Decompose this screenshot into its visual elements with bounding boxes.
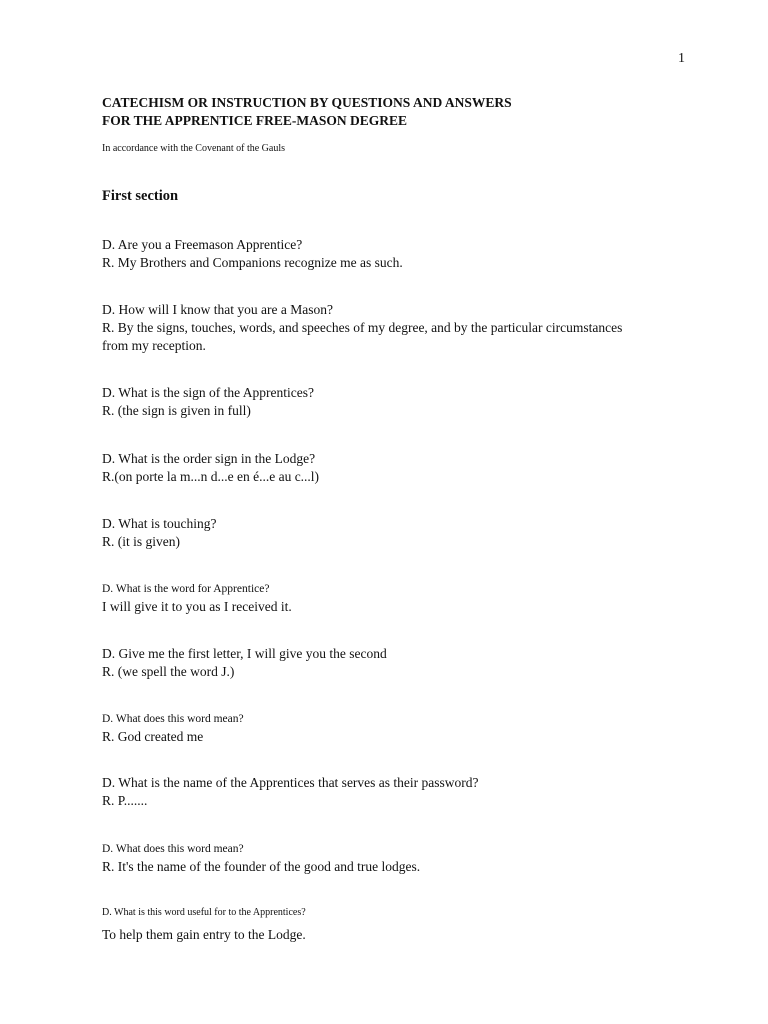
- question: D. What is the order sign in the Lodge?: [102, 451, 316, 466]
- title-line-2: FOR THE APPRENTICE FREE-MASON DEGREE: [102, 113, 408, 128]
- answer: R.(on porte la m...n d...e en é...e au c...l): [102, 469, 320, 484]
- qa-item-6: [102, 580, 662, 616]
- qa-item-9: [102, 774, 662, 810]
- question: D. What does this word mean?: [102, 843, 244, 855]
- qa-item-7: [102, 645, 662, 681]
- document-subtitle: In accordance with the Covenant of the Gauls: [102, 143, 285, 154]
- section-heading: First section: [102, 188, 179, 204]
- answer: R. It's the name of the founder of the good and true lodges.: [102, 859, 421, 874]
- answer: To help them gain entry to the Lodge.: [102, 927, 306, 942]
- qa-item-10: [102, 840, 662, 876]
- answer-continued: from my reception.: [102, 338, 206, 353]
- qa-item-11: [102, 904, 662, 944]
- question: D. Are you a Freemason Apprentice?: [102, 237, 303, 252]
- qa-item-4: [102, 450, 662, 486]
- question: D. What does this word mean?: [102, 713, 244, 725]
- qa-item-5: [102, 515, 662, 551]
- qa-item-1: [102, 236, 662, 272]
- question: D. What is the name of the Apprentices that serves as their password?: [102, 775, 479, 790]
- question: D. What is the word for Apprentice?: [102, 583, 270, 595]
- answer: R. P.......: [102, 793, 148, 808]
- question: D. What is touching?: [102, 516, 217, 531]
- question: D. What is the sign of the Apprentices?: [102, 385, 314, 400]
- qa-item-2: [102, 301, 662, 355]
- question: D. How will I know that you are a Mason?: [102, 302, 333, 317]
- title-line-1: CATECHISM OR INSTRUCTION BY QUESTIONS AND ANSWERS: [102, 95, 512, 110]
- answer: R. By the signs, touches, words, and speeches of my degree, and by the particular circumstances: [102, 320, 623, 335]
- question: D. Give me the first letter, I will give you the second: [102, 646, 387, 661]
- page-number: 1: [678, 51, 685, 66]
- answer: R. God created me: [102, 729, 204, 744]
- answer: R. (the sign is given in full): [102, 403, 251, 418]
- answer: I will give it to you as I received it.: [102, 599, 292, 614]
- qa-item-8: [102, 710, 662, 746]
- document-title: [102, 94, 512, 130]
- answer: R. (it is given): [102, 534, 180, 549]
- qa-item-3: [102, 384, 662, 420]
- question: D. What is this word useful for to the Apprentices?: [102, 907, 306, 918]
- answer: R. My Brothers and Companions recognize me as such.: [102, 255, 403, 270]
- answer: R. (we spell the word J.): [102, 664, 235, 679]
